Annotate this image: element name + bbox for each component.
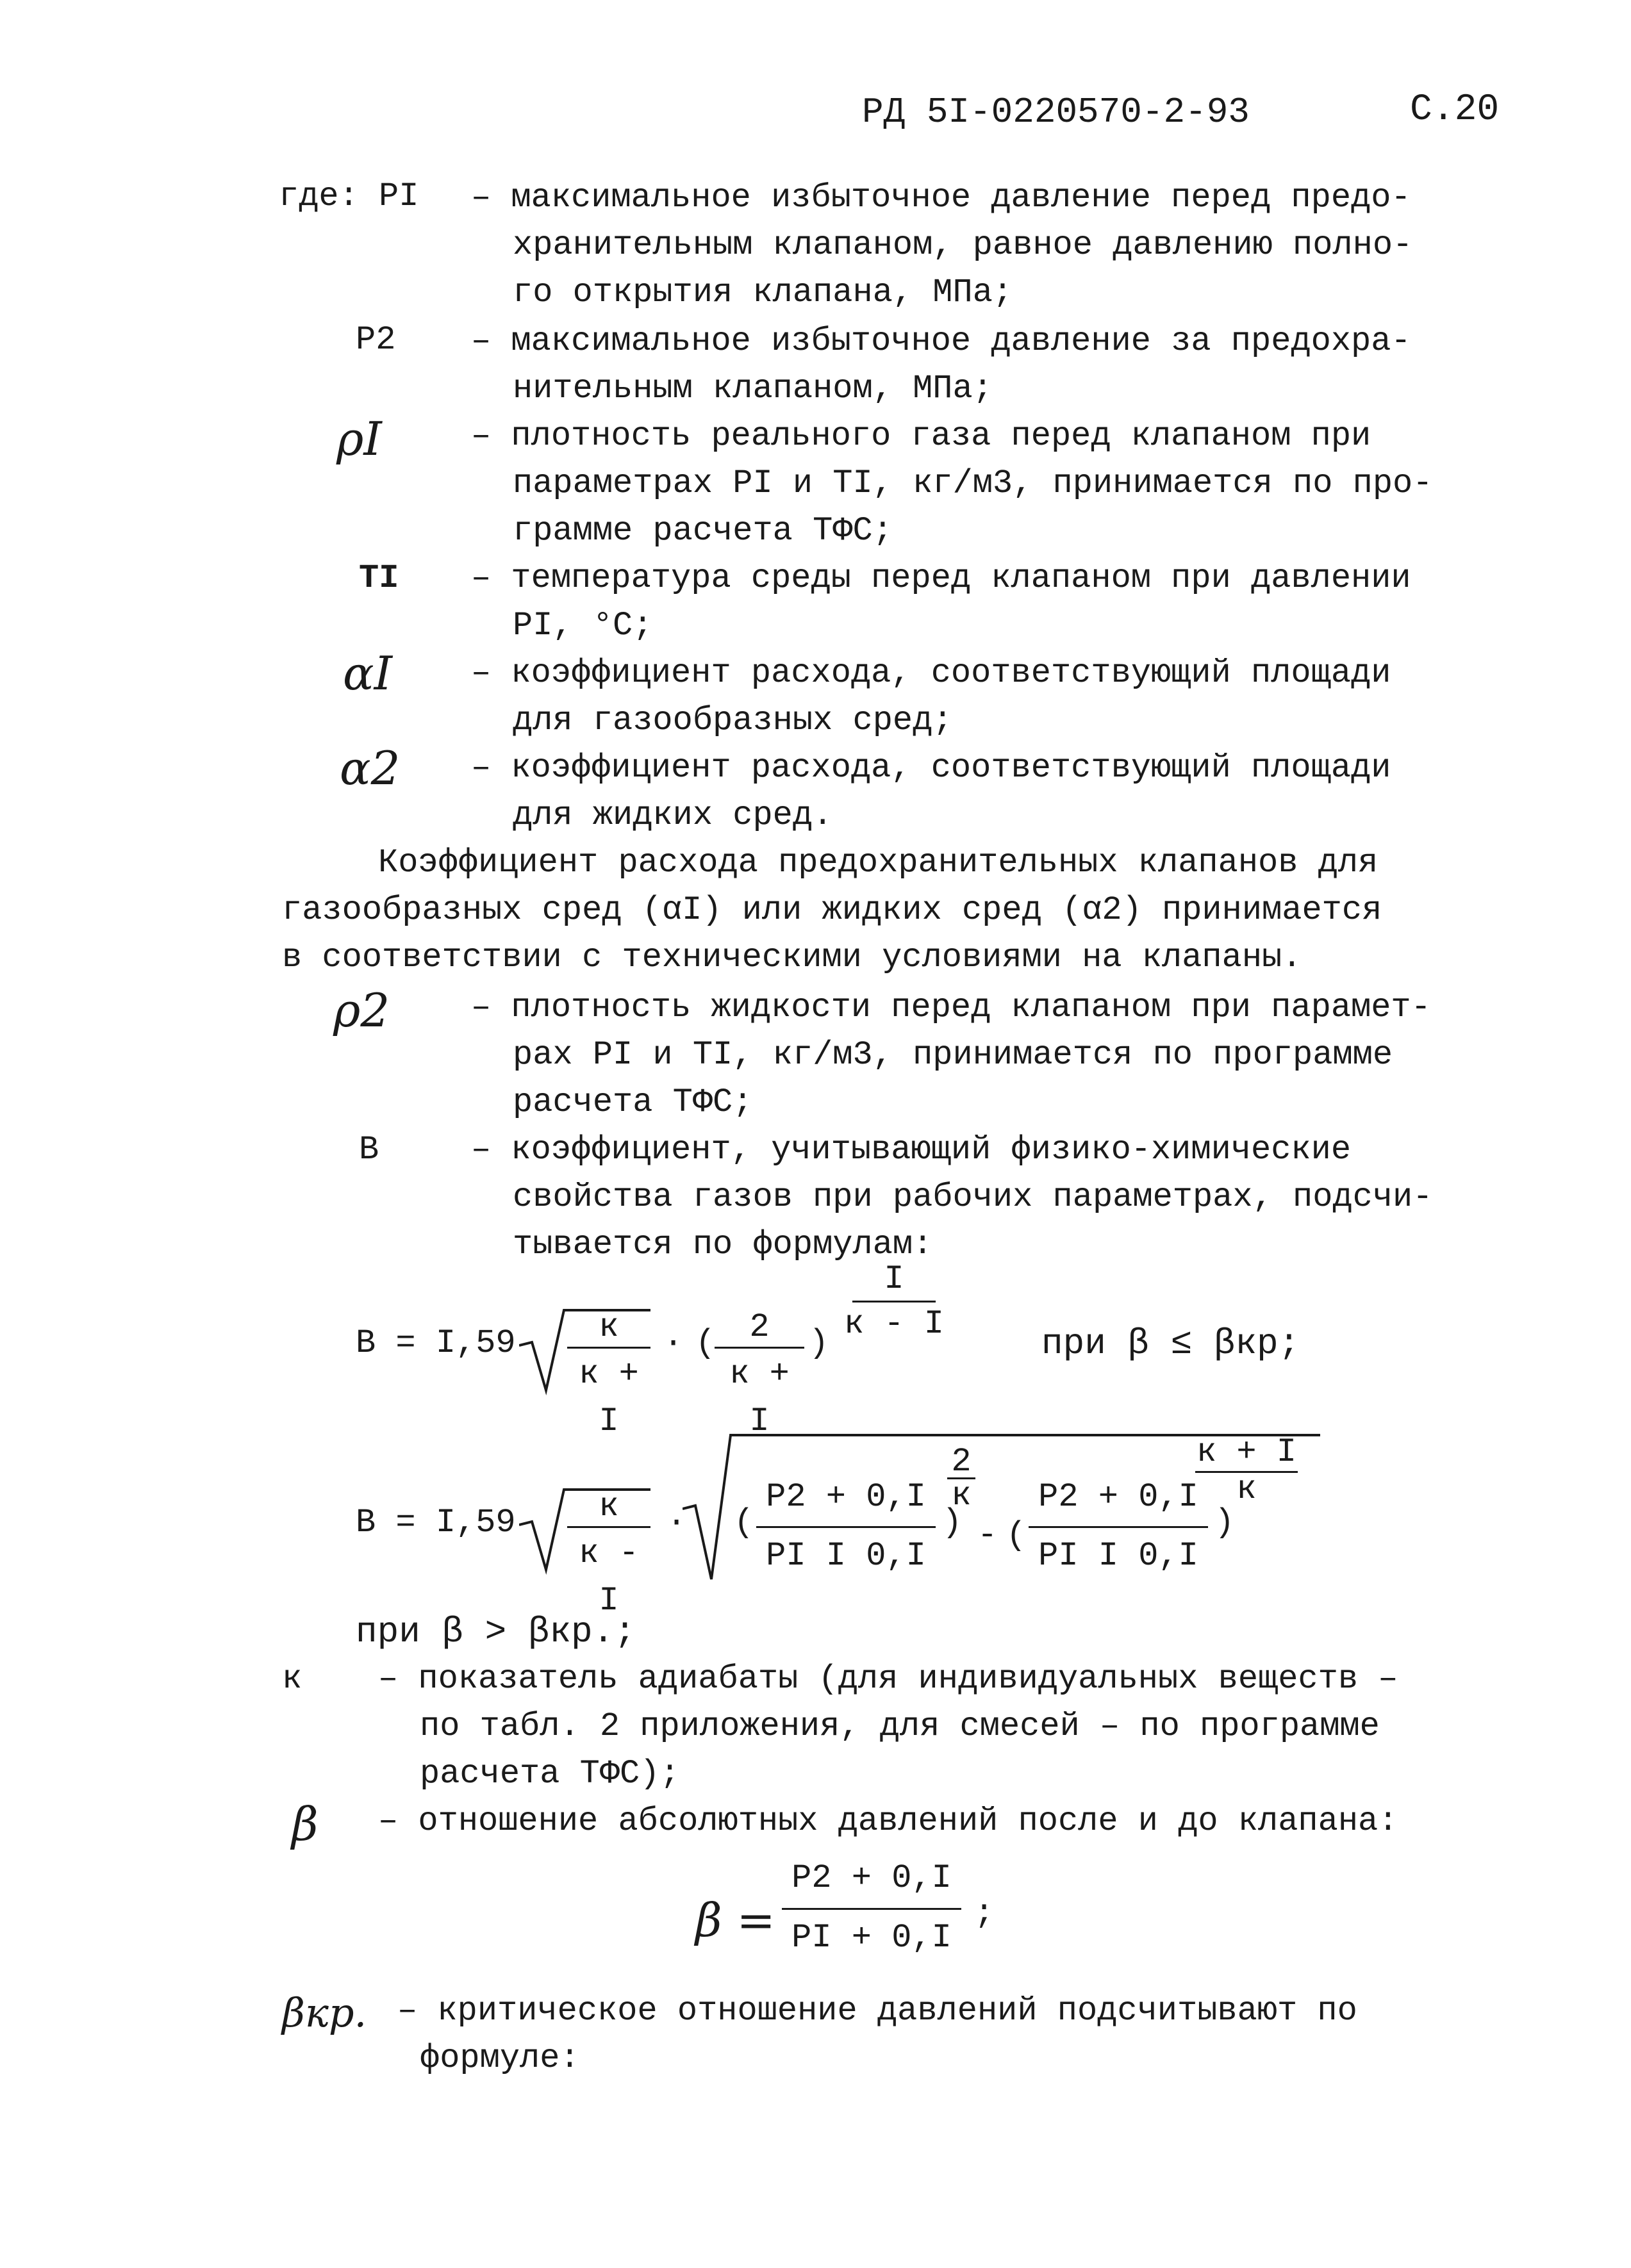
fraction-den: PI I 0,I bbox=[766, 1537, 926, 1575]
symbol-k: к bbox=[282, 1660, 302, 1698]
definition-line: свойства газов при рабочих параметрах, подсчи- bbox=[513, 1178, 1433, 1216]
page-number: С.20 bbox=[1410, 89, 1500, 131]
fraction-den: к - I bbox=[579, 1534, 639, 1620]
fraction-den: PI + 0,I bbox=[791, 1919, 952, 1957]
fraction-num: к bbox=[599, 1488, 619, 1525]
exponent-den: к bbox=[1236, 1470, 1257, 1508]
exponent-den: к bbox=[951, 1477, 972, 1515]
definition-line: го открытия клапана, МПа; bbox=[513, 274, 1013, 311]
formula-lhs: β = bbox=[695, 1893, 775, 1947]
fraction-bar bbox=[756, 1526, 936, 1528]
definition-line: нительным клапаном, МПа; bbox=[513, 370, 993, 407]
formula-end: ; bbox=[974, 1894, 995, 1932]
exponent-num: 2 bbox=[951, 1443, 972, 1481]
multiply-dot: · bbox=[663, 1324, 684, 1362]
definition-line: параметрах PI и TI, кг/м3, принимается по про- bbox=[513, 464, 1433, 502]
fraction-num: P2 + 0,I bbox=[766, 1478, 926, 1516]
definition-line: – критическое отношение давлений подсчитывают по bbox=[397, 1992, 1357, 2030]
symbol-beta-critical: βкр. bbox=[282, 1989, 367, 2036]
fraction-bar bbox=[567, 1347, 650, 1349]
fraction-num: 2 bbox=[749, 1308, 770, 1346]
paragraph-line: газообразных сред (αI) или жидких сред (α2) принимается bbox=[282, 891, 1382, 929]
paren-close: ) bbox=[1214, 1504, 1235, 1541]
fraction-bar bbox=[1029, 1526, 1208, 1528]
formula-condition: при β ≤ βкр; bbox=[1041, 1323, 1300, 1364]
definition-line: – показатель адиабаты (для индивидуальных веществ – bbox=[378, 1660, 1398, 1698]
paren-open: ( bbox=[734, 1504, 754, 1541]
symbol-rho2: ρ2 bbox=[333, 983, 390, 1037]
definition-line: грамме расчета ТФС; bbox=[513, 512, 893, 550]
paren-open: ( bbox=[1006, 1516, 1027, 1554]
definition-line: для жидких сред. bbox=[513, 796, 833, 834]
definition-line: – коэффициент расхода, соответствующий площади bbox=[471, 749, 1391, 787]
definition-line: хранительным клапаном, равное давлению полно- bbox=[513, 226, 1413, 264]
definition-line: – максимальное избыточное давление за предохра- bbox=[471, 322, 1411, 360]
definition-line: по табл. 2 приложения, для смесей – по программе bbox=[420, 1707, 1380, 1745]
fraction-bar bbox=[715, 1347, 804, 1349]
formula-lhs: B = I,59 bbox=[356, 1504, 516, 1541]
definition-line: расчета ТФС); bbox=[420, 1755, 680, 1793]
definition-line: тывается по формулам: bbox=[513, 1226, 933, 1263]
symbol-beta: β bbox=[292, 1797, 319, 1851]
fraction-den: к + I bbox=[729, 1355, 790, 1440]
symbol-rho1: ρI bbox=[336, 412, 382, 466]
formula-lhs: B = I,59 bbox=[356, 1324, 516, 1362]
multiply-dot: · bbox=[666, 1504, 687, 1541]
formula-2-condition: при β > βкр.; bbox=[356, 1611, 636, 1652]
fraction-num: P2 + 0,I bbox=[1038, 1478, 1198, 1516]
definition-line: – отношение абсолютных давлений после и до клапана: bbox=[378, 1802, 1398, 1840]
paren-close: ) bbox=[809, 1324, 829, 1362]
paren-close: ) bbox=[942, 1504, 963, 1541]
paragraph-line: в соответствии с техническими условиями на клапаны. bbox=[282, 939, 1302, 976]
paragraph-line: Коэффициент расхода предохранительных клапанов для bbox=[378, 844, 1378, 882]
definition-line: PI, °С; bbox=[513, 607, 653, 645]
fraction-bar bbox=[567, 1526, 650, 1528]
definition-line: – максимальное избыточное давление перед предо- bbox=[471, 179, 1411, 217]
exponent-den: к - I bbox=[843, 1305, 945, 1343]
minus-sign: - bbox=[977, 1516, 998, 1554]
document-code: РД 5I-0220570-2-93 bbox=[862, 92, 1250, 133]
fraction-den: к + I bbox=[579, 1355, 639, 1440]
symbol-alpha2: α2 bbox=[340, 741, 401, 795]
symbol-b: B bbox=[359, 1131, 379, 1169]
definition-line: для газообразных сред; bbox=[513, 702, 953, 739]
paren-open: ( bbox=[695, 1324, 716, 1362]
fraction-den: PI I 0,I bbox=[1038, 1537, 1198, 1575]
definition-line: рах PI и TI, кг/м3, принимается по программе bbox=[513, 1036, 1393, 1074]
fraction-num: P2 + 0,I bbox=[791, 1859, 952, 1897]
symbol-alpha1: αI bbox=[343, 646, 393, 700]
definition-line: – коэффициент расхода, соответствующий площади bbox=[471, 654, 1391, 692]
exponent-num: I bbox=[884, 1260, 904, 1298]
fraction-num: к bbox=[599, 1308, 619, 1346]
symbol-p1: где: PI bbox=[279, 177, 419, 215]
fraction-bar bbox=[782, 1908, 961, 1910]
symbol-p2: P2 bbox=[356, 321, 396, 359]
definition-line: – плотность реального газа перед клапаном при bbox=[471, 417, 1371, 455]
definition-line: – плотность жидкости перед клапаном при парамет- bbox=[471, 989, 1431, 1026]
exponent-num: к + I bbox=[1196, 1433, 1297, 1471]
definition-line: расчета ТФС; bbox=[513, 1083, 753, 1121]
definition-line: – коэффициент, учитывающий физико-химические bbox=[471, 1131, 1352, 1169]
definition-line: – температура среды перед клапаном при давлении bbox=[471, 559, 1411, 597]
symbol-t1: TI bbox=[359, 559, 399, 597]
definition-line: формуле: bbox=[420, 2039, 580, 2077]
